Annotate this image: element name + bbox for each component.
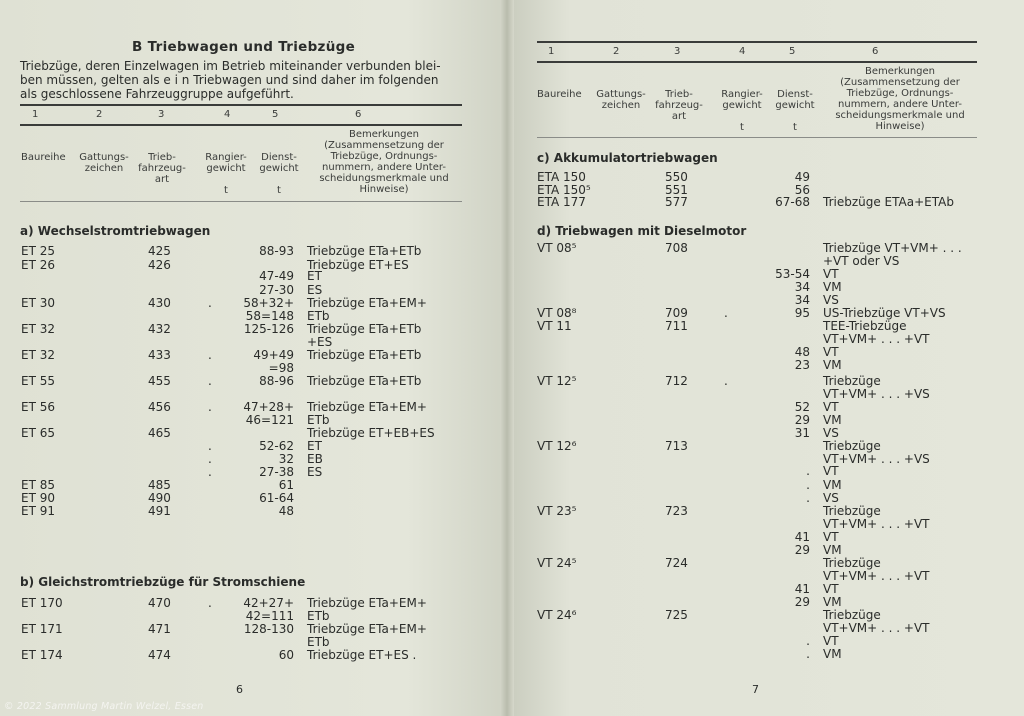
cell-fahrzeugart: 577 xyxy=(665,195,688,209)
left-page-title: B Triebwagen und Triebzüge xyxy=(132,39,356,55)
cell-bemerkungen: VS xyxy=(823,491,839,505)
cell-dienstgewicht: 48 xyxy=(278,504,294,518)
cell-bemerkungen: VT xyxy=(823,634,839,648)
cell-fahrzeugart: 474 xyxy=(148,648,171,662)
cell-baureihe: ET 171 xyxy=(21,622,63,636)
cell-fahrzeugart: 713 xyxy=(665,439,688,453)
cell-bemerkungen: EB xyxy=(307,452,323,466)
cell-bemerkungen: Triebzüge xyxy=(823,374,881,388)
cell-bemerkungen: Triebzüge ETa+ETb xyxy=(307,322,422,336)
cell-bemerkungen: Triebzüge xyxy=(823,556,881,570)
right-colnum-2: 2 xyxy=(613,46,620,57)
cell-bemerkungen: Triebzüge ETa+ETb xyxy=(307,348,422,362)
cell-dienstgewicht: 23 xyxy=(794,358,810,372)
cell-dienstgewicht: 41 xyxy=(794,582,810,596)
cell-bemerkungen: Triebzüge xyxy=(823,608,881,622)
cell-fahrzeugart: 432 xyxy=(148,322,171,336)
left-colnum-1: 1 xyxy=(32,109,39,120)
cell-rangiergewicht: . xyxy=(208,465,212,479)
intro-line-3: als geschlossene Fahrzeuggruppe aufgeführt. xyxy=(20,87,294,101)
cell-baureihe: ET 85 xyxy=(21,478,55,492)
cell-dienstgewicht: . xyxy=(806,634,810,648)
cell-rangiergewicht: . xyxy=(208,400,212,414)
cell-dienstgewicht: . xyxy=(806,491,810,505)
cell-dienstgewicht: 47+28+ xyxy=(243,400,294,414)
left-table-top-rule xyxy=(20,104,462,106)
cell-baureihe: ETA 177 xyxy=(537,195,586,209)
cell-fahrzeugart: 491 xyxy=(148,504,171,518)
cell-fahrzeugart: 433 xyxy=(148,348,171,362)
cell-bemerkungen: VM xyxy=(823,543,842,557)
right-page-number: 7 xyxy=(752,683,759,696)
cell-bemerkungen: VS xyxy=(823,426,839,440)
section-b-heading: b) Gleichstromtriebzüge für Stromschiene xyxy=(20,575,306,589)
intro-line-1: Triebzüge, deren Einzelwagen im Betrieb miteinander verbunden blei- xyxy=(20,59,441,73)
right-colnum-5: 5 xyxy=(789,46,796,57)
right-colnum-6: 6 xyxy=(872,46,879,57)
cell-bemerkungen: TEE-Triebzüge xyxy=(823,319,907,333)
cell-bemerkungen: Triebzüge ETa+ETb xyxy=(307,374,422,388)
cell-fahrzeugart: 551 xyxy=(665,183,688,197)
section-a-heading: a) Wechselstromtriebwagen xyxy=(20,224,211,238)
right-colnum-rule xyxy=(537,61,977,63)
cell-bemerkungen: Triebzüge ETa+ETb xyxy=(307,244,422,258)
cell-bemerkungen: VM xyxy=(823,595,842,609)
cell-bemerkungen: Triebzüge xyxy=(823,439,881,453)
cell-rangiergewicht: . xyxy=(208,439,212,453)
cell-dienstgewicht: 61-64 xyxy=(259,491,294,505)
cell-rangiergewicht: . xyxy=(208,452,212,466)
cell-bemerkungen: ET xyxy=(307,269,322,283)
cell-fahrzeugart: 455 xyxy=(148,374,171,388)
section-d-heading: d) Triebwagen mit Dieselmotor xyxy=(537,224,747,238)
cell-bemerkungen: VM xyxy=(823,413,842,427)
cell-fahrzeugart: 723 xyxy=(665,504,688,518)
cell-dienstgewicht: 41 xyxy=(794,530,810,544)
cell-fahrzeugart: 490 xyxy=(148,491,171,505)
cell-bemerkungen: ETb xyxy=(307,309,330,323)
cell-baureihe: ET 25 xyxy=(21,244,55,258)
cell-dienstgewicht: 29 xyxy=(794,543,810,557)
cell-bemerkungen: ES xyxy=(307,283,323,297)
left-page-number: 6 xyxy=(236,683,243,696)
cell-dienstgewicht: 46=121 xyxy=(245,413,294,427)
cell-rangiergewicht: . xyxy=(208,296,212,310)
cell-bemerkungen: Triebzüge ETa+EM+ xyxy=(307,296,427,310)
cell-fahrzeugart: 485 xyxy=(148,478,171,492)
right-header-bottom-rule xyxy=(537,137,977,138)
cell-bemerkungen: Triebzüge VT+VM+ . . . xyxy=(823,241,962,255)
cell-fahrzeugart: 425 xyxy=(148,244,171,258)
cell-dienstgewicht: 29 xyxy=(794,413,810,427)
cell-dienstgewicht: 56 xyxy=(794,183,810,197)
cell-dienstgewicht: 61 xyxy=(278,478,294,492)
left-colnum-3: 3 xyxy=(158,109,165,120)
cell-bemerkungen: VT xyxy=(823,582,839,596)
cell-baureihe: ET 170 xyxy=(21,596,63,610)
cell-bemerkungen: VT+VM+ . . . +VS xyxy=(823,452,930,466)
cell-bemerkungen: VT xyxy=(823,345,839,359)
cell-bemerkungen: VM xyxy=(823,478,842,492)
cell-bemerkungen: Triebzüge ETa+EM+ xyxy=(307,596,427,610)
right-table-top-rule xyxy=(537,41,977,43)
section-c-heading: c) Akkumulatortriebwagen xyxy=(537,151,718,165)
cell-bemerkungen: VM xyxy=(823,647,842,661)
cell-rangiergewicht: . xyxy=(208,374,212,388)
cell-dienstgewicht: 29 xyxy=(794,595,810,609)
cell-bemerkungen: VT xyxy=(823,530,839,544)
cell-dienstgewicht: 67-68 xyxy=(775,195,810,209)
cell-bemerkungen: ETb xyxy=(307,413,330,427)
cell-dienstgewicht: 58=148 xyxy=(245,309,294,323)
cell-fahrzeugart: 712 xyxy=(665,374,688,388)
cell-fahrzeugart: 550 xyxy=(665,170,688,184)
cell-bemerkungen: VT xyxy=(823,464,839,478)
cell-baureihe: ET 91 xyxy=(21,504,55,518)
cell-baureihe: VT 23⁵ xyxy=(537,504,577,518)
cell-fahrzeugart: 465 xyxy=(148,426,171,440)
cell-baureihe: VT 24⁵ xyxy=(537,556,577,570)
left-header-bottom-rule xyxy=(20,201,462,202)
cell-baureihe: ET 56 xyxy=(21,400,55,414)
cell-bemerkungen: Triebzüge ETAa+ETAb xyxy=(823,195,954,209)
cell-bemerkungen: VS xyxy=(823,293,839,307)
cell-bemerkungen: Triebzüge xyxy=(823,504,881,518)
cell-dienstgewicht: 128-130 xyxy=(243,622,294,636)
cell-dienstgewicht: 47-49 xyxy=(259,269,294,283)
left-colnum-2: 2 xyxy=(96,109,103,120)
cell-dienstgewicht: 42=111 xyxy=(245,609,294,623)
cell-dienstgewicht: . xyxy=(806,464,810,478)
cell-dienstgewicht: 34 xyxy=(794,293,810,307)
cell-baureihe: ET 30 xyxy=(21,296,55,310)
left-colnum-5: 5 xyxy=(272,109,279,120)
cell-bemerkungen: VT xyxy=(823,267,839,281)
cell-dienstgewicht: 52 xyxy=(794,400,810,414)
cell-baureihe: ET 90 xyxy=(21,491,55,505)
cell-fahrzeugart: 708 xyxy=(665,241,688,255)
cell-baureihe: VT 24⁶ xyxy=(537,608,577,622)
cell-baureihe: VT 12⁶ xyxy=(537,439,577,453)
cell-dienstgewicht: 49 xyxy=(794,170,810,184)
cell-baureihe: ET 174 xyxy=(21,648,63,662)
cell-fahrzeugart: 709 xyxy=(665,306,688,320)
cell-bemerkungen: Triebzüge ETa+EM+ xyxy=(307,400,427,414)
left-colnum-4: 4 xyxy=(224,109,231,120)
cell-dienstgewicht: 42+27+ xyxy=(243,596,294,610)
cell-fahrzeugart: 471 xyxy=(148,622,171,636)
cell-bemerkungen: VT+VM+ . . . +VT xyxy=(823,569,930,583)
cell-dienstgewicht: 31 xyxy=(794,426,810,440)
cell-bemerkungen: VT+VM+ . . . +VT xyxy=(823,621,930,635)
cell-rangiergewicht: . xyxy=(208,348,212,362)
cell-bemerkungen: +ES xyxy=(307,335,333,349)
cell-dienstgewicht: 34 xyxy=(794,280,810,294)
cell-fahrzeugart: 426 xyxy=(148,258,171,272)
cell-baureihe: ET 55 xyxy=(21,374,55,388)
cell-dienstgewicht: 49+49 xyxy=(253,348,294,362)
cell-bemerkungen: Triebzüge ETa+EM+ xyxy=(307,622,427,636)
cell-dienstgewicht: 52-62 xyxy=(259,439,294,453)
cell-dienstgewicht: 32 xyxy=(278,452,294,466)
cell-baureihe: ET 65 xyxy=(21,426,55,440)
cell-bemerkungen: ET xyxy=(307,439,322,453)
right-colnum-3: 3 xyxy=(674,46,681,57)
cell-bemerkungen: US-Triebzüge VT+VS xyxy=(823,306,946,320)
cell-bemerkungen: VM xyxy=(823,280,842,294)
cell-dienstgewicht: =98 xyxy=(268,361,294,375)
cell-baureihe: ETA 150 xyxy=(537,170,586,184)
left-colnum-6: 6 xyxy=(355,109,362,120)
cell-dienstgewicht: . xyxy=(806,647,810,661)
cell-dienstgewicht: 58+32+ xyxy=(243,296,294,310)
cell-baureihe: VT 12⁵ xyxy=(537,374,577,388)
cell-bemerkungen: Triebzüge ET+ES xyxy=(307,258,409,272)
cell-bemerkungen: Triebzüge ET+EB+ES xyxy=(307,426,435,440)
cell-bemerkungen: ETb xyxy=(307,609,330,623)
cell-bemerkungen: VT+VM+ . . . +VT xyxy=(823,517,930,531)
intro-line-2: ben müssen, gelten als e i n Triebwagen und sind daher im folgenden xyxy=(20,73,439,87)
cell-dienstgewicht: 88-93 xyxy=(259,244,294,258)
cell-fahrzeugart: 725 xyxy=(665,608,688,622)
cell-dienstgewicht: 48 xyxy=(794,345,810,359)
cell-baureihe: VT 11 xyxy=(537,319,572,333)
cell-bemerkungen: ES xyxy=(307,465,323,479)
right-colnum-1: 1 xyxy=(548,46,555,57)
cell-dienstgewicht: 88-96 xyxy=(259,374,294,388)
cell-fahrzeugart: 430 xyxy=(148,296,171,310)
cell-bemerkungen: VM xyxy=(823,358,842,372)
cell-bemerkungen: VT xyxy=(823,400,839,414)
cell-bemerkungen: VT+VM+ . . . +VS xyxy=(823,387,930,401)
cell-baureihe: VT 08⁵ xyxy=(537,241,577,255)
right-colnum-4: 4 xyxy=(739,46,746,57)
cell-bemerkungen: +VT oder VS xyxy=(823,254,900,268)
cell-dienstgewicht: 27-38 xyxy=(259,465,294,479)
cell-rangiergewicht: . xyxy=(724,374,728,388)
cell-fahrzeugart: 711 xyxy=(665,319,688,333)
cell-baureihe: ET 26 xyxy=(21,258,55,272)
cell-bemerkungen: VT+VM+ . . . +VT xyxy=(823,332,930,346)
cell-fahrzeugart: 456 xyxy=(148,400,171,414)
book-spine xyxy=(500,0,514,716)
cell-baureihe: ET 32 xyxy=(21,348,55,362)
cell-rangiergewicht: . xyxy=(208,596,212,610)
cell-bemerkungen: Triebzüge ET+ES . xyxy=(307,648,417,662)
cell-dienstgewicht: 95 xyxy=(794,306,810,320)
left-colnum-rule xyxy=(20,124,462,126)
cell-dienstgewicht: 27-30 xyxy=(259,283,294,297)
cell-bemerkungen: ETb xyxy=(307,635,330,649)
cell-dienstgewicht: 125-126 xyxy=(243,322,294,336)
cell-dienstgewicht: 60 xyxy=(278,648,294,662)
cell-fahrzeugart: 470 xyxy=(148,596,171,610)
cell-baureihe: ETA 150⁵ xyxy=(537,183,591,197)
cell-baureihe: VT 08⁸ xyxy=(537,306,577,320)
cell-rangiergewicht: . xyxy=(724,306,728,320)
copyright-watermark: © 2022 Sammlung Martin Welzel, Essen xyxy=(4,701,204,712)
cell-dienstgewicht: . xyxy=(806,478,810,492)
cell-dienstgewicht: 53-54 xyxy=(775,267,810,281)
cell-fahrzeugart: 724 xyxy=(665,556,688,570)
cell-baureihe: ET 32 xyxy=(21,322,55,336)
